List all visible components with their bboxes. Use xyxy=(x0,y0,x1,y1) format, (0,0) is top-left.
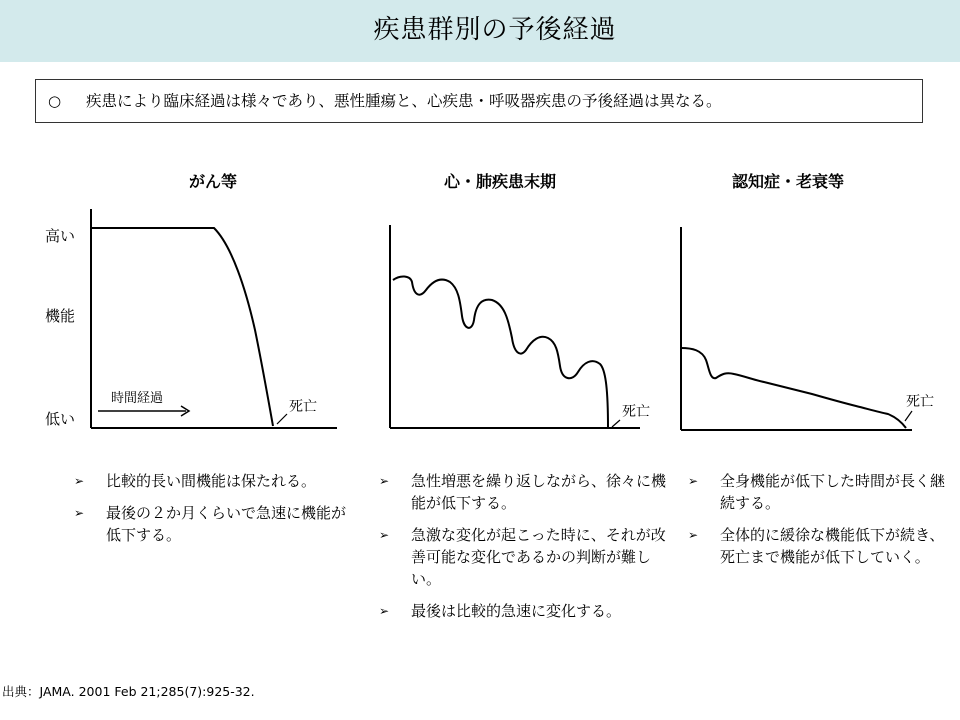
bullet-text: 急激な変化が起こった時に、それが改善可能な変化であるかの判断が難しい。 xyxy=(411,526,666,588)
bullet-list-cancer xyxy=(70,470,360,556)
panel-title-cancer: がん等 xyxy=(188,172,237,191)
chart-heart-lung xyxy=(390,225,650,428)
y-low-label: 低い xyxy=(45,410,76,428)
bullet-arrow-icon: ➢ xyxy=(379,604,390,618)
list-item xyxy=(375,470,675,514)
list-item xyxy=(375,524,675,590)
panel-title-heart-lung: 心・肺疾患末期 xyxy=(443,172,556,191)
death-label: 死亡 xyxy=(622,404,650,420)
list-item xyxy=(70,502,360,546)
bullet-arrow-icon: ➢ xyxy=(74,506,85,520)
death-label: 死亡 xyxy=(906,394,934,410)
list-item xyxy=(70,470,360,492)
y-high-label: 高い xyxy=(45,227,76,245)
y-axis-label: 機能 xyxy=(45,307,76,325)
chart-dementia-frailty xyxy=(681,227,934,430)
function-curve xyxy=(393,276,608,428)
function-curve xyxy=(681,348,906,428)
bullet-text: 全体的に緩徐な機能低下が続き、死亡まで機能が低下していく。 xyxy=(720,526,945,566)
death-pointer-icon xyxy=(277,414,287,424)
summary-text: 疾患により臨床経過は様々であり、悪性腫瘍と、心疾患・呼吸器疾患の予後経過は異なる。 xyxy=(86,92,722,110)
death-pointer-icon xyxy=(905,411,912,421)
death-label: 死亡 xyxy=(289,399,317,415)
chart-cancer xyxy=(45,209,337,428)
panel-title-dementia-frailty: 認知症・老衰等 xyxy=(731,172,844,191)
bullet-text: 最後の２か月くらいで急速に機能が低下する。 xyxy=(106,504,347,544)
bullet-arrow-icon: ➢ xyxy=(688,474,699,488)
bullet-arrow-icon: ➢ xyxy=(688,528,699,542)
bullet-text: 急性増悪を繰り返しながら、徐々に機能が低下する。 xyxy=(411,472,667,512)
bullet-text: 最後は比較的急速に変化する。 xyxy=(411,602,622,620)
bullet-text: 比較的長い間機能は保たれる。 xyxy=(106,472,317,490)
list-item xyxy=(684,470,958,514)
bullet-text: 全身機能が低下した時間が長く継続する。 xyxy=(720,472,946,512)
bullet-arrow-icon: ➢ xyxy=(74,474,85,488)
page-title: 疾患群別の予後経過 xyxy=(373,15,617,45)
list-item xyxy=(375,600,675,622)
bullet-list-heart-lung xyxy=(375,470,675,632)
bullet-arrow-icon: ➢ xyxy=(379,528,390,542)
list-item xyxy=(684,524,958,568)
bullet-arrow-icon: ➢ xyxy=(379,474,390,488)
death-pointer-icon xyxy=(612,420,620,427)
x-axis-label: 時間経過 xyxy=(111,391,164,406)
bullet-list-dementia-frailty xyxy=(684,470,958,578)
summary-circle-mark: ○ xyxy=(48,92,62,110)
source-citation: 出典：JAMA. 2001 Feb 21;285(7):925-32. xyxy=(2,684,255,699)
